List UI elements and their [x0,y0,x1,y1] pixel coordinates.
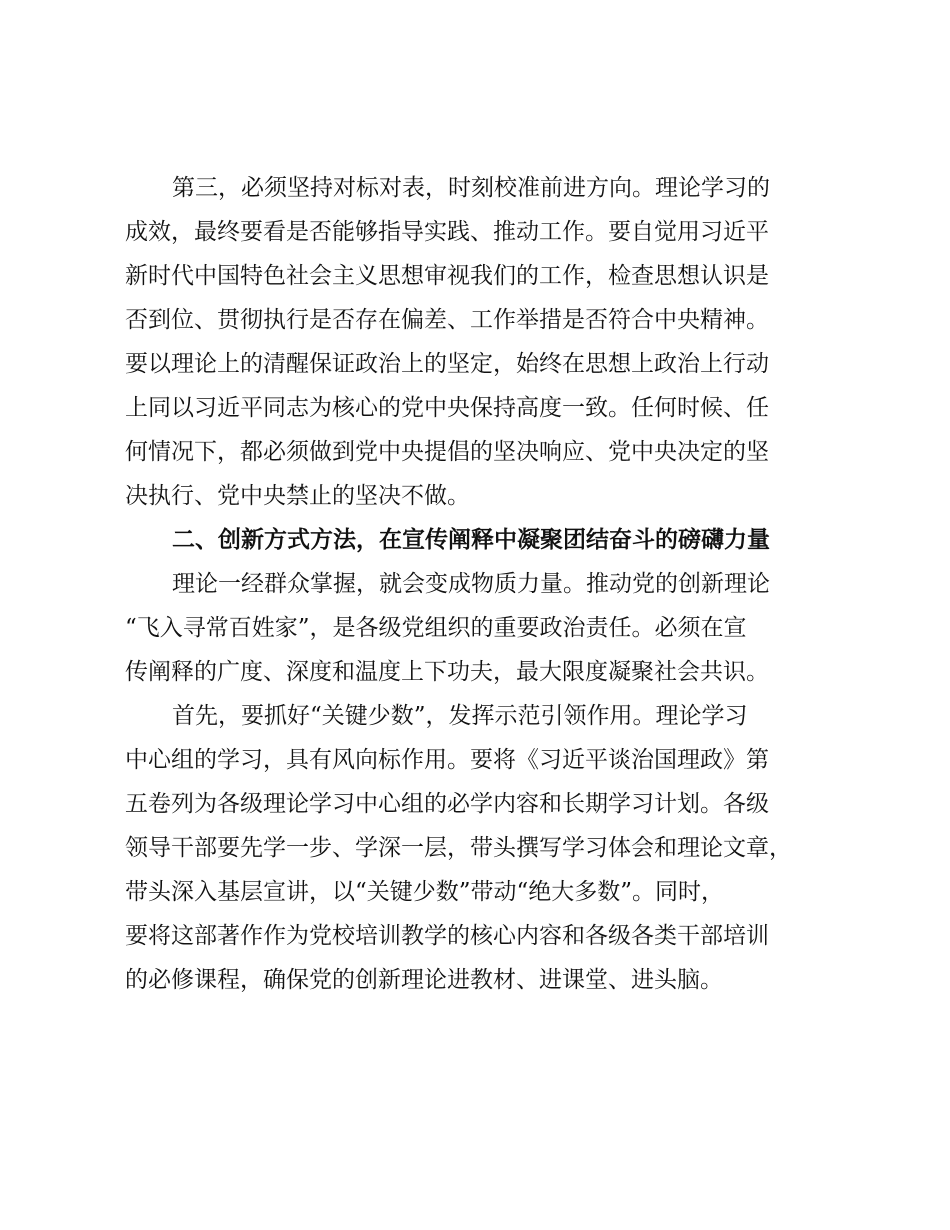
paragraph-3-line-7: 何情况下，都必须做到党中央提倡的坚决响应、党中央决定的坚 [125,439,769,465]
paragraph-3-line-4: 否到位、贯彻执行是否存在偏差、工作举措是否符合中央精神。 [125,307,769,333]
paragraph-3-line-2: 成效，最终要看是否能够指导实践、推动工作。要自觉用习近平 [125,219,769,245]
paragraph-3-line-3: 新时代中国特色社会主义思想审视我们的工作，检查思想认识是 [125,263,769,289]
paragraph-3-line-8: 决执行、党中央禁止的坚决不做。 [125,483,470,509]
paragraph-3-line-6: 上同以习近平同志为核心的党中央保持高度一致。任何时候、任 [125,395,769,421]
paragraph-first-line-2: 中心组的学习，具有风向标作用。要将《习近平谈治国理政》第 [125,747,769,773]
paragraph-first-line-5: 带头深入基层宣讲，以“关键少数”带动“绝大多数”。同时， [125,879,725,905]
paragraph-first-line-4: 领导干部要先学一步、学深一层，带头撰写学习体会和理论文章， [125,835,792,861]
paragraph-first-line-1: 首先，要抓好“关键少数”，发挥示范引领作用。理论学习 [172,703,748,729]
section-heading: 二、创新方式方法，在宣传阐释中凝聚团结奋斗的磅礴力量 [172,527,770,553]
paragraph-intro-line-3: 传阐释的广度、深度和温度上下功夫，最大限度凝聚社会共识。 [125,659,769,685]
paragraph-first-line-7: 的必修课程，确保党的创新理论进教材、进课堂、进头脑。 [125,967,723,993]
paragraph-first-line-6: 要将这部著作作为党校培训教学的核心内容和各级各类干部培训 [125,923,769,949]
paragraph-3-line-1: 第三，必须坚持对标对表，时刻校准前进方向。理论学习的 [172,175,770,201]
paragraph-3-line-5: 要以理论上的清醒保证政治上的坚定，始终在思想上政治上行动 [125,351,769,377]
paragraph-intro-line-2: “飞入寻常百姓家”，是各级党组织的重要政治责任。必须在宣 [125,615,747,641]
paragraph-first-line-3: 五卷列为各级理论学习中心组的必学内容和长期学习计划。各级 [125,791,769,817]
paragraph-intro-line-1: 理论一经群众掌握，就会变成物质力量。推动党的创新理论 [172,571,770,597]
